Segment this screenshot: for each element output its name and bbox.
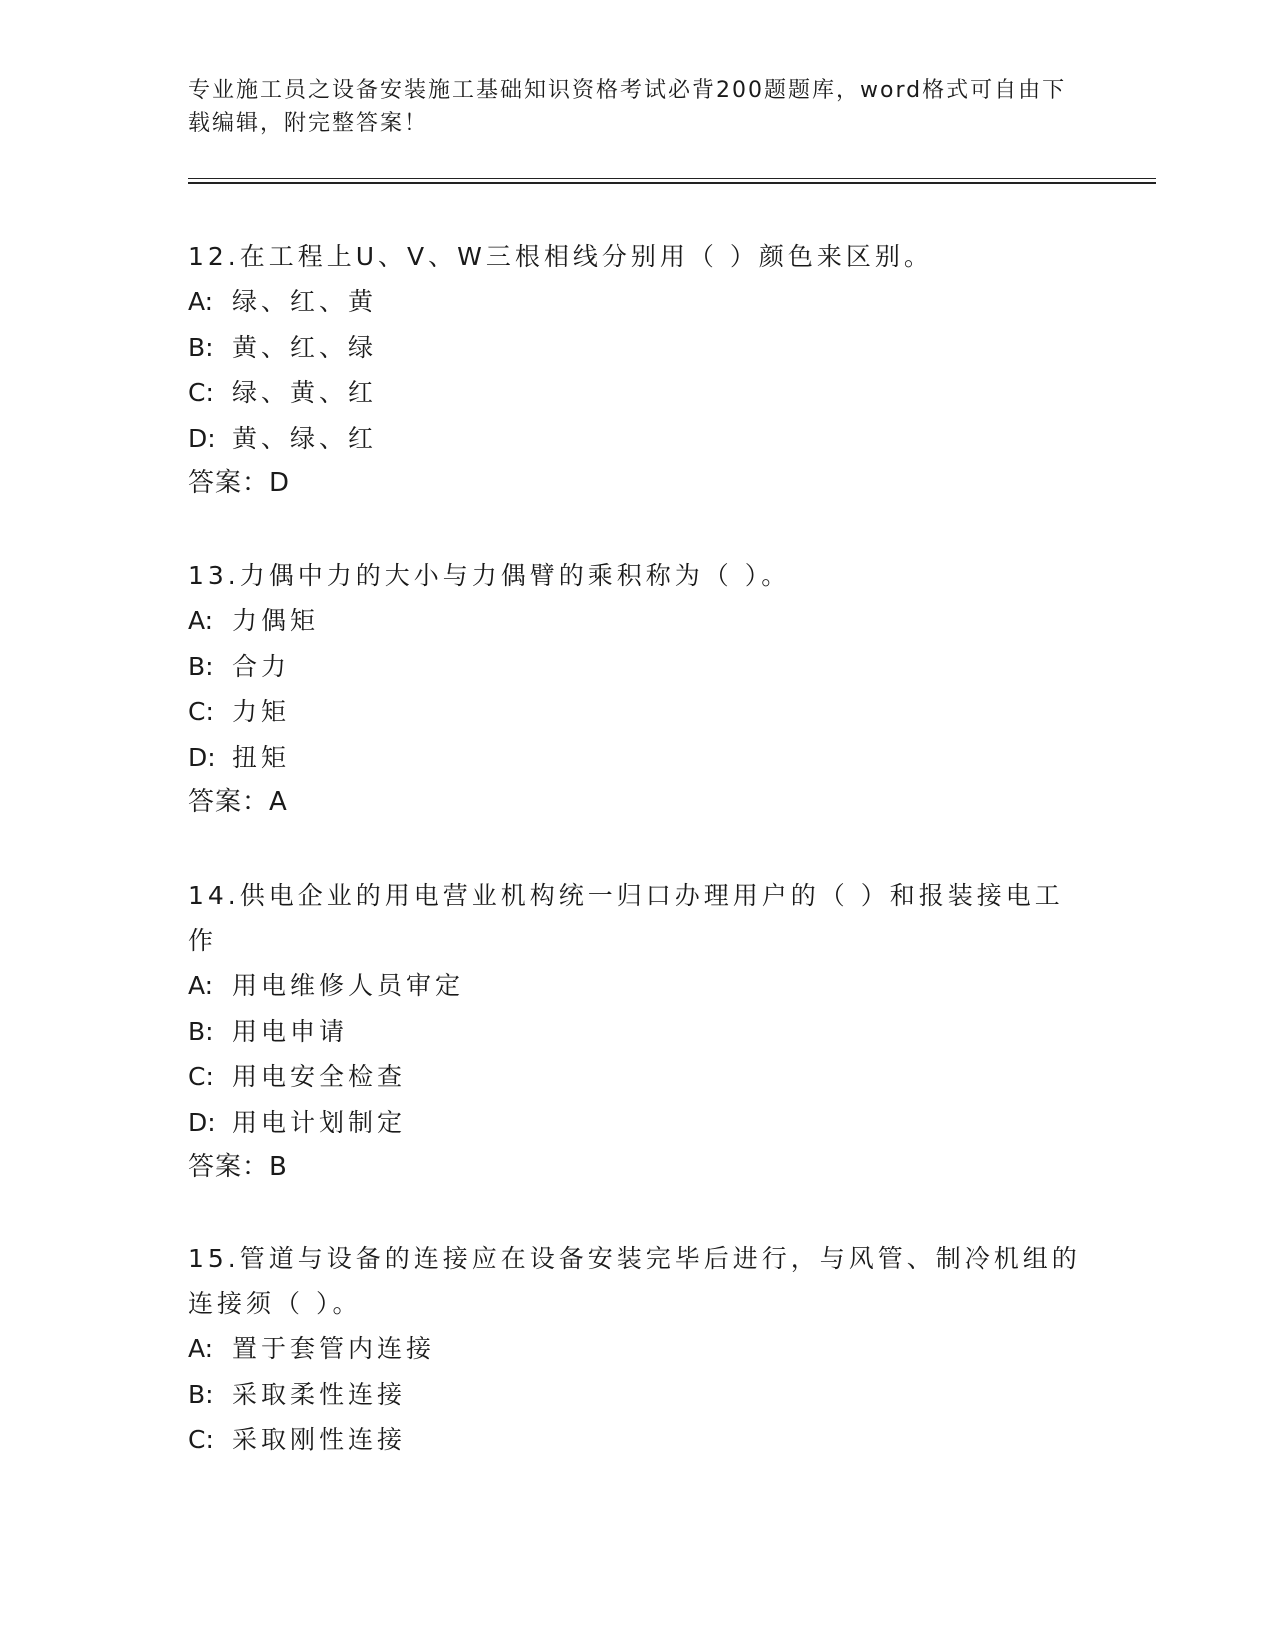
- answer-line: 答案：D: [188, 468, 291, 498]
- option-a: [188, 963, 1088, 1009]
- option-letter: A:: [188, 287, 214, 316]
- question-12: [188, 234, 1088, 506]
- option-letter: D:: [188, 423, 216, 453]
- option-b: [188, 325, 1088, 371]
- option-letter: C:: [188, 1425, 214, 1454]
- answer-line: 答案：A: [188, 787, 288, 817]
- option-c: [188, 1054, 1088, 1100]
- option-text: 合力: [232, 651, 291, 681]
- option-c: [188, 370, 1088, 416]
- option-d: [188, 735, 1088, 781]
- option-text: 力偶矩: [232, 606, 320, 635]
- option-c: [188, 689, 1088, 735]
- option-letter: A:: [188, 1334, 214, 1363]
- question-13: [188, 553, 1088, 825]
- option-d: [188, 1100, 1088, 1146]
- document-header: 专业施工员之设备安装施工基础知识资格考试必背200题题库，word格式可自由下载编辑，附完整答案！: [188, 78, 1067, 136]
- option-letter: D:: [188, 1107, 216, 1137]
- option-text: 黄、红、绿: [232, 332, 378, 362]
- option-letter: B:: [188, 1016, 214, 1046]
- option-letter: A:: [188, 971, 214, 1000]
- option-b: [188, 644, 1088, 690]
- option-text: 用电维修人员审定: [232, 971, 465, 1000]
- option-b: [188, 1372, 1088, 1418]
- header-divider-thick: [188, 182, 1156, 184]
- option-letter: B:: [188, 332, 214, 362]
- option-text: 绿、黄、红: [232, 378, 378, 407]
- option-letter: C:: [188, 697, 214, 726]
- option-letter: B:: [188, 651, 214, 681]
- question-stem: 12.在工程上U、V、W三根相线分别用（ ）颜色来区别。: [188, 242, 933, 271]
- option-text: 绿、红、黄: [232, 287, 378, 316]
- option-text: 采取柔性连接: [232, 1379, 407, 1409]
- option-text: 用电计划制定: [232, 1107, 407, 1137]
- answer-line: 答案：B: [188, 1152, 288, 1182]
- option-text: 用电安全检查: [232, 1062, 407, 1091]
- option-a: [188, 279, 1088, 325]
- option-text: 采取刚性连接: [232, 1425, 407, 1454]
- question-15: [188, 1236, 1088, 1463]
- option-text: 用电申请: [232, 1016, 349, 1046]
- option-text: 扭矩: [232, 742, 291, 772]
- option-a: [188, 1326, 1088, 1372]
- option-c: [188, 1417, 1088, 1463]
- option-letter: C:: [188, 1062, 214, 1091]
- option-b: [188, 1009, 1088, 1055]
- question-14: [188, 873, 1088, 1190]
- option-letter: C:: [188, 378, 214, 407]
- option-letter: A:: [188, 606, 214, 635]
- option-text: 力矩: [232, 697, 291, 726]
- question-stem: 13.力偶中力的大小与力偶臂的乘积称为（ ）。: [188, 561, 791, 590]
- question-stem: 14.供电企业的用电营业机构统一归口办理用户的（ ）和报装接电工作: [188, 881, 1064, 955]
- option-d: [188, 416, 1088, 462]
- option-letter: B:: [188, 1379, 214, 1409]
- header-divider-thin: [188, 178, 1156, 179]
- option-text: 黄、绿、红: [232, 423, 378, 453]
- option-text: 置于套管内连接: [232, 1334, 436, 1363]
- option-letter: D:: [188, 742, 216, 772]
- question-stem: 15.管道与设备的连接应在设备安装完毕后进行，与风管、制冷机组的连接须（ ）。: [188, 1244, 1081, 1318]
- option-a: [188, 598, 1088, 644]
